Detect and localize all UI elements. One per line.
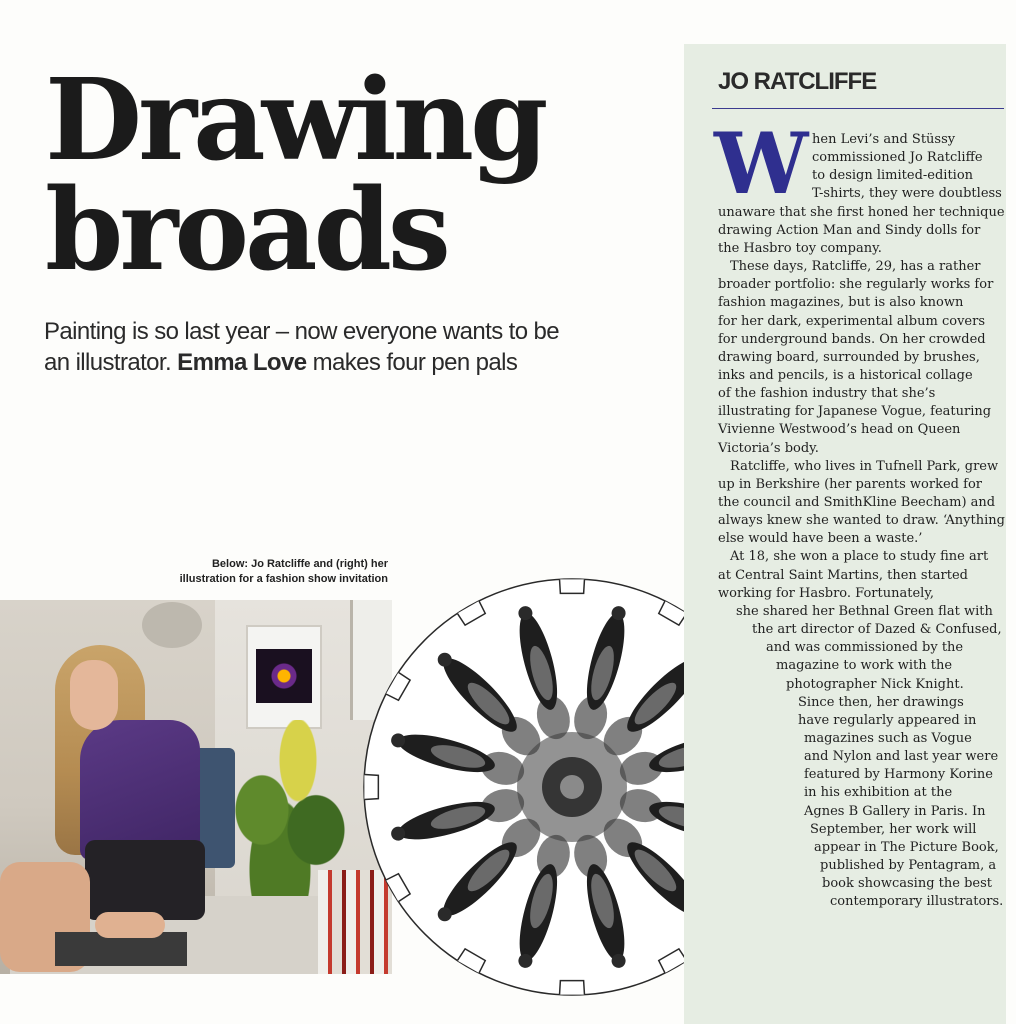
body-line: magazine to work with the — [776, 658, 953, 674]
body-line: At 18, she won a place to study fine art — [730, 549, 989, 565]
body-line: published by Pentagram, a — [820, 858, 997, 873]
body-line: and Nylon and last year were — [804, 749, 999, 765]
studio-photo — [0, 600, 392, 974]
body-line: Victoria’s body. — [718, 440, 819, 456]
caption-line-1: Below: Jo Ratcliffe and (right) her — [211, 558, 388, 570]
photo-woman-face — [70, 660, 118, 730]
body-line: have regularly appeared in — [798, 712, 977, 728]
body-line: These days, Ratcliffe, 29, has a rather — [730, 259, 981, 275]
body-line: hen Levi’s and Stüssy — [812, 132, 956, 147]
illustration-notch — [364, 775, 378, 800]
illustration-center-dot — [560, 775, 584, 799]
illustration-notch — [560, 981, 585, 995]
headline — [45, 55, 645, 296]
photo-woman-top — [80, 720, 200, 860]
body-line: the art director of Dazed & Confused, — [752, 622, 1002, 638]
body-line: Agnes B Gallery in Paris. In — [804, 803, 986, 819]
body-line: at Central Saint Martins, then started — [718, 567, 969, 583]
caption-line-2: illustration for a fashion show invitation — [179, 573, 388, 585]
body-line: photographer Nick Knight. — [786, 676, 964, 692]
photo-caption — [120, 557, 388, 587]
body-line: inks and pencils, is a historical collage — [718, 367, 973, 383]
photo-woman-arm — [95, 912, 165, 938]
body-line: else would have been a waste.’ — [718, 531, 923, 547]
body-line: of the fashion industry that she’s — [718, 386, 936, 402]
headline-line-1: Drawing — [45, 55, 545, 186]
body-line: Since then, her drawings — [798, 694, 964, 710]
body-line: Ratcliffe, who lives in Tufnell Park, grew — [730, 458, 999, 474]
profile-rule — [712, 108, 1004, 109]
body-line: working for Hasbro. Fortunately, — [718, 585, 935, 601]
body-line: the council and SmithKline Beecham) and — [718, 495, 996, 510]
body-line: for her dark, experimental album covers — [718, 313, 985, 329]
body-line: featured by Harmony Korine — [804, 767, 993, 783]
body-line: and was commissioned by the — [766, 640, 964, 656]
body-line: drawing Action Man and Sindy dolls for — [718, 222, 981, 238]
photo-woman-skirt — [85, 840, 205, 920]
body-line: illustrating for Japanese Vogue, featuring — [718, 404, 992, 420]
body-line: magazines such as Vogue — [804, 730, 972, 746]
photo-wall-fan — [142, 602, 202, 648]
body-line: up in Berkshire (her parents worked for — [718, 476, 982, 492]
body-line: unaware that she first honed her technique — [718, 204, 1005, 220]
standfirst-text: Painting is so last year – now everyone wants to be an illustrator. — [44, 318, 560, 376]
author-name: Emma Love — [177, 349, 307, 376]
headline-line-2: broads — [45, 165, 447, 296]
body-line: T-shirts, they were doubtless — [812, 186, 1002, 202]
body-line: appear in The Picture Book, — [814, 839, 999, 855]
body-line: always knew she wanted to draw. ‘Anything — [718, 513, 1005, 529]
standfirst-text-end: makes four pen pals — [312, 349, 518, 376]
illustration-notch — [560, 579, 585, 593]
body-line: for underground bands. On her crowded — [718, 331, 986, 347]
body-line: to design limited-edition — [812, 168, 974, 184]
photo-framed-artwork — [246, 625, 322, 729]
body-line: commissioned Jo Ratcliffe — [812, 150, 983, 166]
body-line: September, her work will — [810, 821, 977, 837]
body-line: contemporary illustrators. — [830, 894, 1004, 910]
body-line: Vivienne Westwood’s head on Queen — [718, 422, 961, 438]
body-line: in his exhibition at the — [804, 785, 953, 801]
body-line: book showcasing the best — [822, 876, 993, 892]
body-line: broader portfolio: she regularly works for — [718, 277, 994, 293]
body-line: she shared her Bethnal Green flat with — [736, 603, 993, 619]
body-line: drawing board, surrounded by brushes, — [718, 349, 980, 365]
body-line: the Hasbro toy company. — [718, 240, 882, 256]
profile-name: JO RATCLIFFE — [718, 68, 877, 95]
body-line: fashion magazines, but is also known — [718, 295, 964, 311]
drop-cap: W — [714, 114, 809, 213]
standfirst — [44, 316, 564, 378]
